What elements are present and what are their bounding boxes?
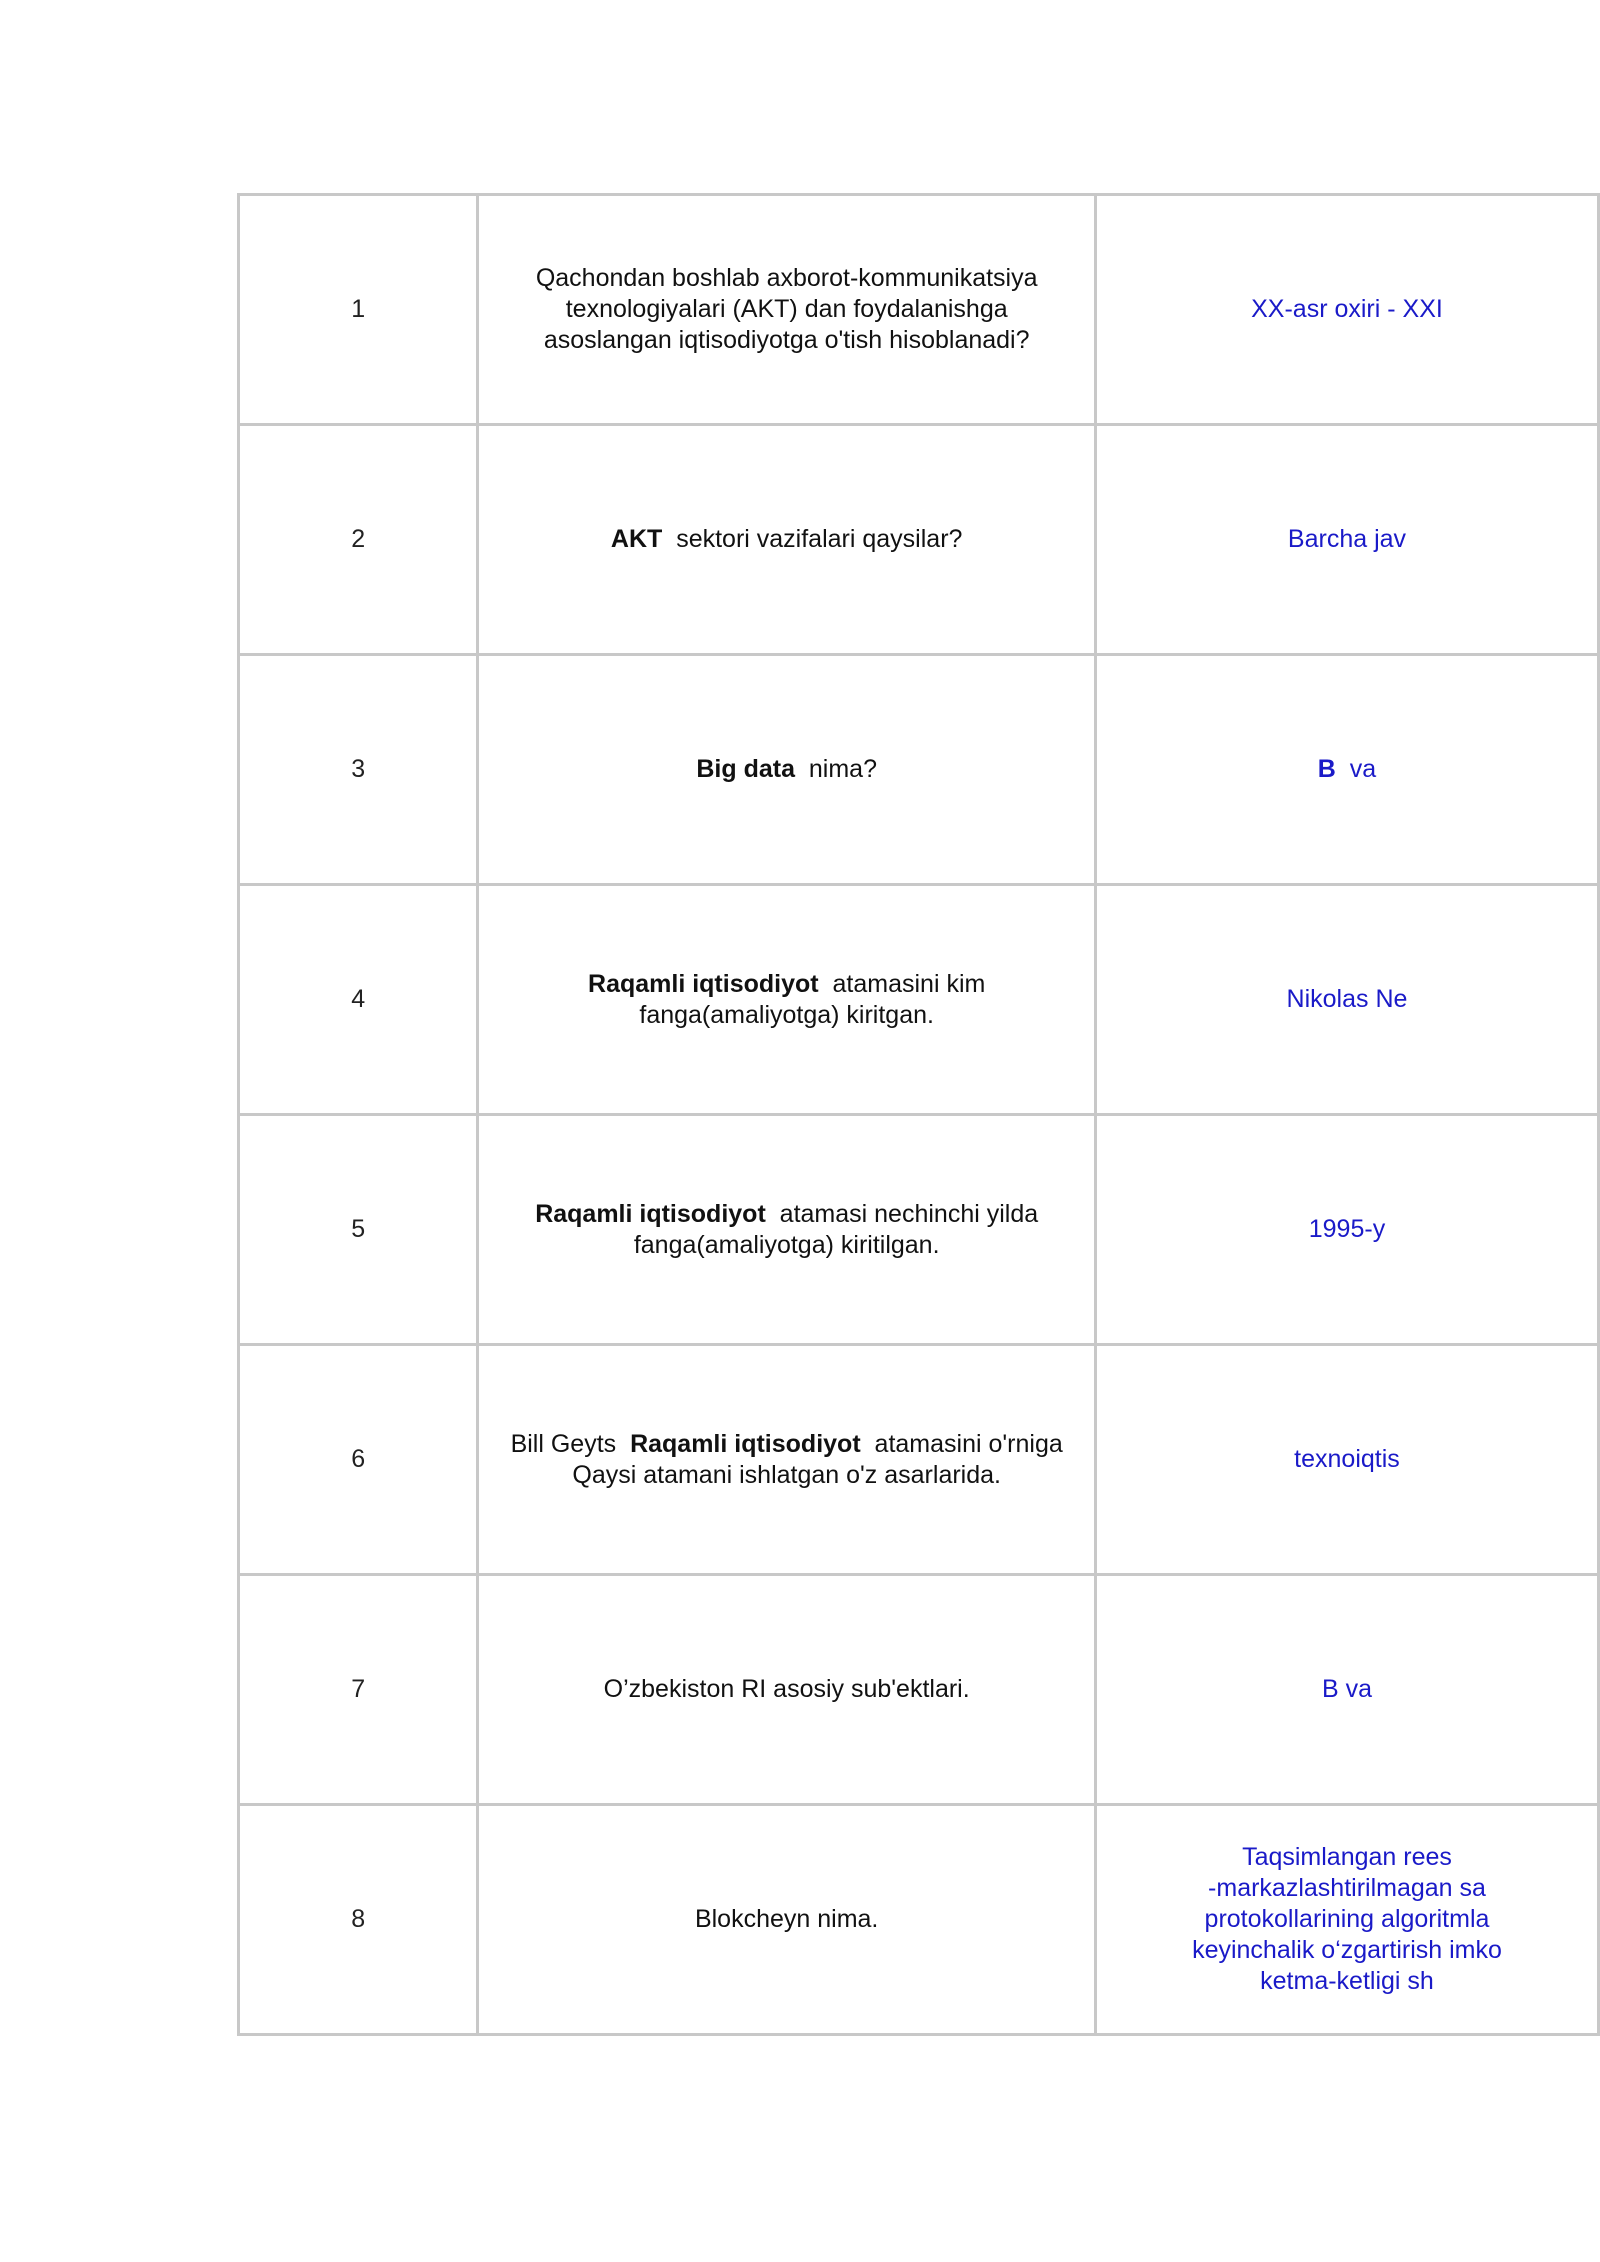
quiz-table-body — [240, 196, 1600, 2036]
answer-text — [1097, 1576, 1600, 1806]
answer-text — [1097, 1116, 1600, 1346]
answer-text — [1097, 1346, 1600, 1576]
question-text — [479, 1116, 1097, 1346]
table-row — [240, 196, 1600, 426]
question-text-post: atamasi nechinchi yilda fanga(amaliyotga) kiritilgan. — [633, 1199, 1046, 1259]
question-number: 6 — [240, 1346, 479, 1576]
table-row — [240, 886, 1600, 1116]
question-text — [479, 1576, 1097, 1806]
answer-line: Barcha jav — [1287, 525, 1407, 553]
answer-text — [1097, 196, 1600, 426]
question-number: 4 — [240, 886, 479, 1116]
answer-content — [1097, 1444, 1597, 1475]
question-number: 7 — [240, 1576, 479, 1806]
answer-text — [1097, 656, 1600, 886]
answer-content — [1097, 1214, 1597, 1245]
question-term: Raqamli iqtisodiyot — [630, 1429, 861, 1458]
question-text-pre: O’zbekiston RI asosiy sub'ektlari. — [603, 1675, 970, 1703]
question-term: AKT — [610, 525, 663, 553]
answer-line: protokollarining algoritmla — [1204, 1905, 1490, 1933]
question-number: 1 — [240, 196, 479, 426]
answer-line: XX-asr oxiri - XXI — [1251, 295, 1443, 323]
question-text-pre: Blokcheyn nima. — [694, 1905, 879, 1933]
answer-line: Taqsimlangan rees — [1242, 1843, 1452, 1871]
answer-content — [1097, 1674, 1597, 1705]
question-text-pre: Bill Geyts — [510, 1429, 631, 1458]
table-row — [240, 1346, 1600, 1576]
question-text-post: sektori vazifalari qaysilar? — [662, 525, 963, 553]
table-row — [240, 1116, 1600, 1346]
answer-line: ketma-ketligi sh — [1260, 1967, 1434, 1995]
question-text — [479, 426, 1097, 656]
question-term: Raqamli iqtisodiyot — [588, 969, 819, 998]
question-text — [479, 656, 1097, 886]
answer-text — [1097, 426, 1600, 656]
answer-content — [1097, 294, 1597, 325]
question-text — [479, 1806, 1097, 2036]
table-row — [240, 656, 1600, 886]
question-text — [479, 886, 1097, 1116]
answer-line: texnoiqtis — [1294, 1445, 1400, 1473]
quiz-table — [237, 193, 1600, 2036]
table-row — [240, 1806, 1600, 2036]
question-number: 2 — [240, 426, 479, 656]
table-row — [240, 426, 1600, 656]
question-number: 3 — [240, 656, 479, 886]
answer-line: va — [1335, 755, 1377, 783]
answer-text — [1097, 1806, 1600, 2036]
answer-text — [1097, 886, 1600, 1116]
answer-line: -markazlashtirilmagan sa — [1208, 1874, 1486, 1902]
answer-content — [1097, 524, 1597, 555]
question-text — [479, 1346, 1097, 1576]
answer-line: keyinchalik o‘zgartirish imko — [1192, 1936, 1502, 1964]
question-number: 8 — [240, 1806, 479, 2036]
answer-line: 1995-y — [1308, 1215, 1386, 1243]
question-text-post: atamasini o'rniga Qaysi atamani ishlatgan o'z asarlarida. — [572, 1429, 1070, 1489]
answer-line: B va — [1321, 1675, 1372, 1703]
answer-line: Nikolas Ne — [1286, 985, 1408, 1013]
answer-term: B — [1317, 755, 1336, 783]
answer-content — [1097, 1842, 1597, 1997]
question-number: 5 — [240, 1116, 479, 1346]
answer-content — [1097, 754, 1597, 785]
question-text — [479, 196, 1097, 426]
question-text-pre: Qachondan boshlab axborot-kommunikatsiya texnologiyalari (AKT) dan foydalanishga asoslangan iqtisodiyotga o'tish hisoblanadi? — [535, 264, 1045, 354]
question-text-post: atamasini kim fanga(amaliyotga) kiritgan. — [639, 969, 993, 1029]
question-text-post: nima? — [795, 755, 877, 783]
question-term: Raqamli iqtisodiyot — [535, 1199, 766, 1228]
table-row — [240, 1576, 1600, 1806]
answer-content — [1097, 984, 1597, 1015]
question-term: Big data — [696, 755, 795, 783]
